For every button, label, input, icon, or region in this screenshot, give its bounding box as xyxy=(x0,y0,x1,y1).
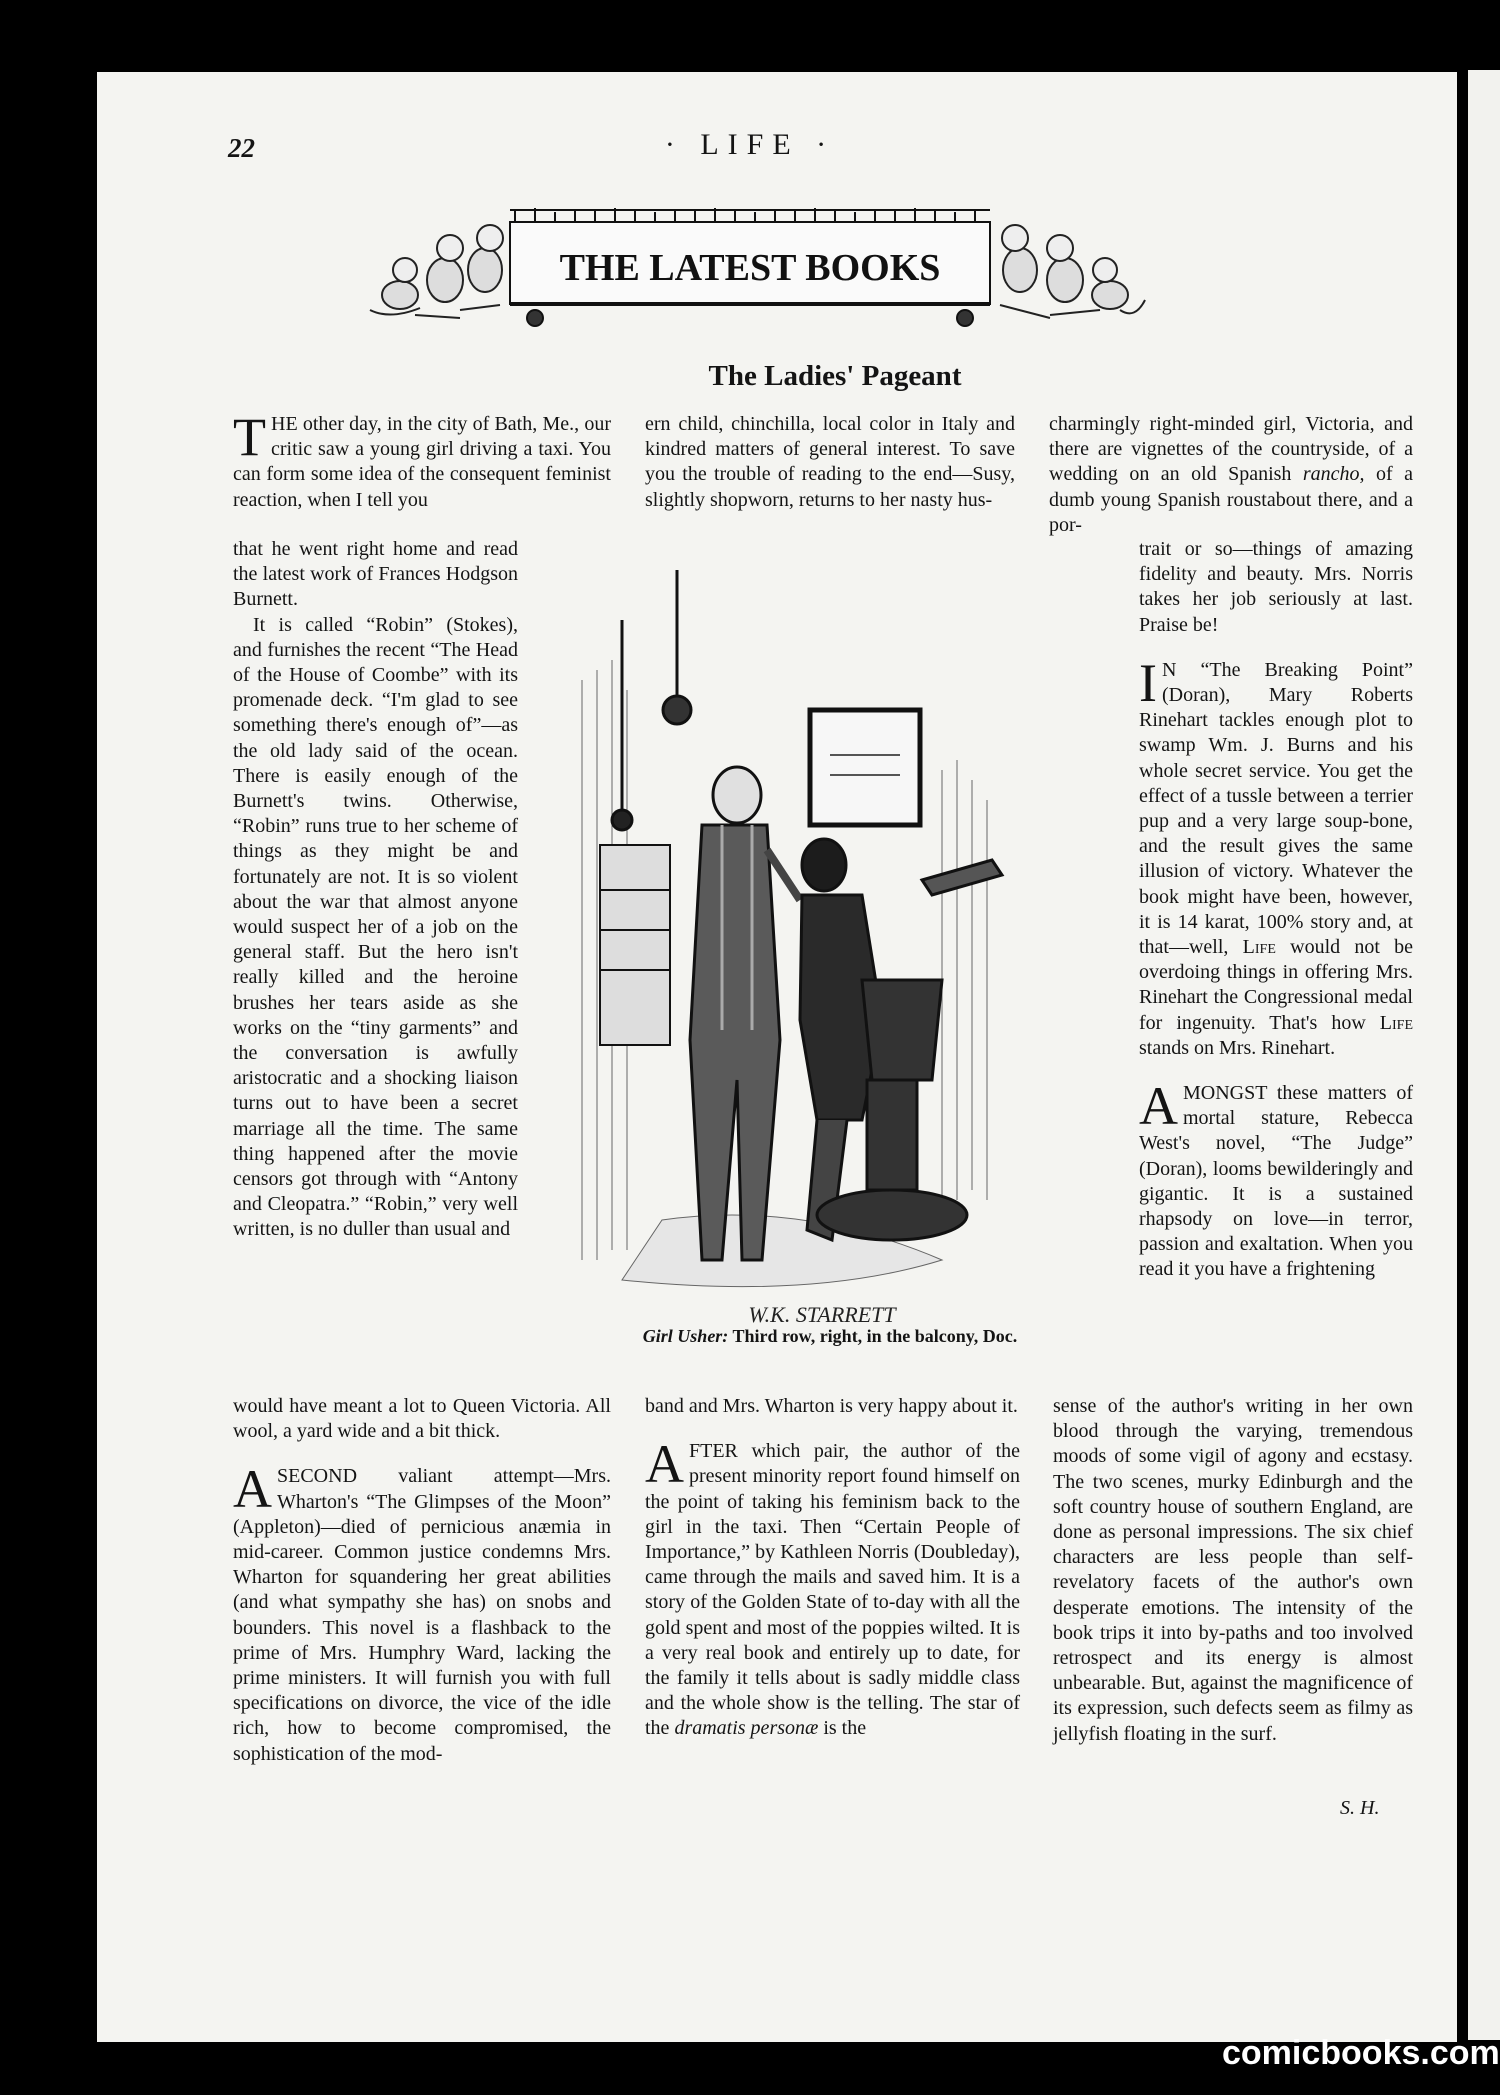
drop-cap-t: T xyxy=(233,407,266,467)
dentist-figure xyxy=(690,767,800,1260)
banner-title: THE LATEST BOOKS xyxy=(559,247,941,289)
running-head: · LIFE · xyxy=(664,128,836,161)
cherubs-right-illustration xyxy=(1000,225,1145,318)
paragraph-robin-review: It is called “Robin” (Stokes), and furnishes the recent “The Head of the House of Coombe” with its promenade deck. “I'm glad to see something there's enough of”—as the old lady said of the ocean. There is easily enough of the Burnett's twins. Otherwise, “Robin” runs true to her scheme of things as they might be and fortunately are not. It is so violent about the war that almost anyone would suspect her of a job on the general staff. But the hero isn't really killed and the heroine brushes her tears aside as she works on the “tiny garments” and the conversation is awfully aristocratic and a shocking liaison turns out to have been a secret marriage all the time. The same thing happened after the movie censors got through with “Antony and Cleopatra.” “Robin,” very well written, is no duller than usual and xyxy=(233,613,518,1241)
paragraph-certain-people: AFTER which pair, the author of the present minority report found himself on the point of taking his feminism back to the girl in the taxi. Then “Certain People of Importance,” by Kathleen Norris (Doubleday), came through the mails and saved him. It is a story of the Golden State of to-day with all the gold spent and most of the poppies wilted. It is a very real book and entirely up to date, for the family it tells about is sadly middle class and the whole show is the telling. The star of the dramatis personæ is the xyxy=(645,1434,1020,1740)
dentist-office-illustration xyxy=(562,560,1050,1330)
page-number: 22 xyxy=(228,133,255,163)
column-1-bottom xyxy=(233,1394,611,1767)
paragraph-the-judge: AMONGST these matters of mortal stature, Rebecca West's novel, “The Judge” (Doran), looms bewilderingly and gigantic. It is a sustained rhapsody on love—in terror, passion and exaltation. When you read it you have a frightening xyxy=(1139,1076,1413,1281)
column-2-bottom xyxy=(645,1394,1020,1742)
column-1-narrow xyxy=(233,537,518,1243)
illustrator-signature: W.K. STARRETT xyxy=(748,1302,896,1327)
drop-cap-a: A xyxy=(233,1459,272,1520)
column-1-top xyxy=(233,407,611,513)
paragraph-robin-end: would have meant a lot to Queen Victoria. All wool, a yard wide and a bit thick. xyxy=(233,1395,611,1443)
drop-cap-a2: A xyxy=(645,1434,684,1495)
latest-books-banner xyxy=(360,200,1150,340)
paragraph-robin-intro: THE other day, in the city of Bath, Me., our critic saw a young girl driving a taxi. You can form some idea of the consequent feminist reaction, when I tell you xyxy=(233,407,611,511)
drop-cap-a3: A xyxy=(1139,1076,1178,1137)
paragraph-wharton-end: band and Mrs. Wharton is very happy about it. xyxy=(645,1395,1018,1417)
paragraph-glimpses-of-moon: ASECOND valiant attempt—Mrs. Wharton's “The Glimpses of the Moon” (Appleton)—died of pernicious anæmia in mid-career. Common justice condemns Mrs. Wharton for squandering her great abilities (and what sympathy she has) on snobs and bounders. This novel is a flashback to the prime of Mrs. Humphry Ward, lacking the prime ministers. It will furnish you with full specifications on divorce, the vice of the idle rich, how to become compromised, the sophistication of the mod- xyxy=(233,1459,611,1765)
caption-text: Third row, right, in the balcony, Doc. xyxy=(732,1326,1018,1346)
caption-speaker: Girl Usher: xyxy=(642,1326,729,1346)
site-credit: comicbooks.com xyxy=(1222,2034,1500,2072)
article-title: The Ladies' Pageant xyxy=(708,360,962,392)
drop-cap-i: I xyxy=(1139,652,1157,713)
paragraph-norris-cont-a: charmingly right-minded girl, Victoria, and there are vignettes of the countryside, of a wedding on an old Spanish rancho, of a dumb young Spanish roustabout there, and a por- xyxy=(1049,413,1413,536)
paragraph-norris-cont-b: trait or so—things of amazing fidelity and beauty. Mrs. Norris takes her job seriously at last. Praise be! xyxy=(1139,538,1413,636)
cherubs-left-illustration xyxy=(370,225,503,318)
column-3-narrow xyxy=(1139,537,1413,1283)
paragraph-robin-intro-cont: that he went right home and read the latest work of Frances Hodgson Burnett. xyxy=(233,538,518,611)
column-3-top xyxy=(1049,412,1413,538)
paragraph-the-judge-cont: sense of the author's writing in her own blood through the varying, tremendous moods of some vigil of agony and ecstasy. The two scenes, murky Edinburgh and the soft country house of southern England, are done as personal impressions. The six chief characters are less people than self-revelatory facets of the author's own desperate emotions. The intensity of the book trips it into by-paths and too involved retrospect and its energy is almost unbearable. But, against the magnificence of its expression, such defects seem as filmy as jellyfish floating in the surf. xyxy=(1053,1395,1413,1745)
dental-lamp xyxy=(612,570,691,830)
column-3-bottom xyxy=(1053,1394,1413,1747)
paragraph-wharton-cont: ern child, chinchilla, local color in Italy and kindred matters of general interest. To save you the trouble of reading to the end—Susy, slightly shopworn, returns to her nasty hus- xyxy=(645,413,1015,511)
illustration-caption xyxy=(590,1326,1070,1346)
instrument-cabinet xyxy=(600,845,670,1045)
paragraph-breaking-point: I N “The Breaking Point” (Doran), Mary Roberts Rinehart tackles enough plot to swamp Wm. J. Burns and his whole secret service. You get the effect of a tussle between a terrier pup and a very large soup-bone, and the result gives the same illusion of victory. Whatever the book might have been, however, it is 14 karat, 100% story and, at that—well, Life would not be overdoing things in offering Mrs. Rinehart the Congressional medal for ingenuity. That's how Life stands on Mrs. Rinehart. xyxy=(1139,652,1414,1059)
author-initials: S. H. xyxy=(1340,1797,1380,1819)
facing-page-edge xyxy=(1468,70,1500,2040)
framed-certificate xyxy=(810,710,920,825)
column-2-top xyxy=(645,412,1015,513)
